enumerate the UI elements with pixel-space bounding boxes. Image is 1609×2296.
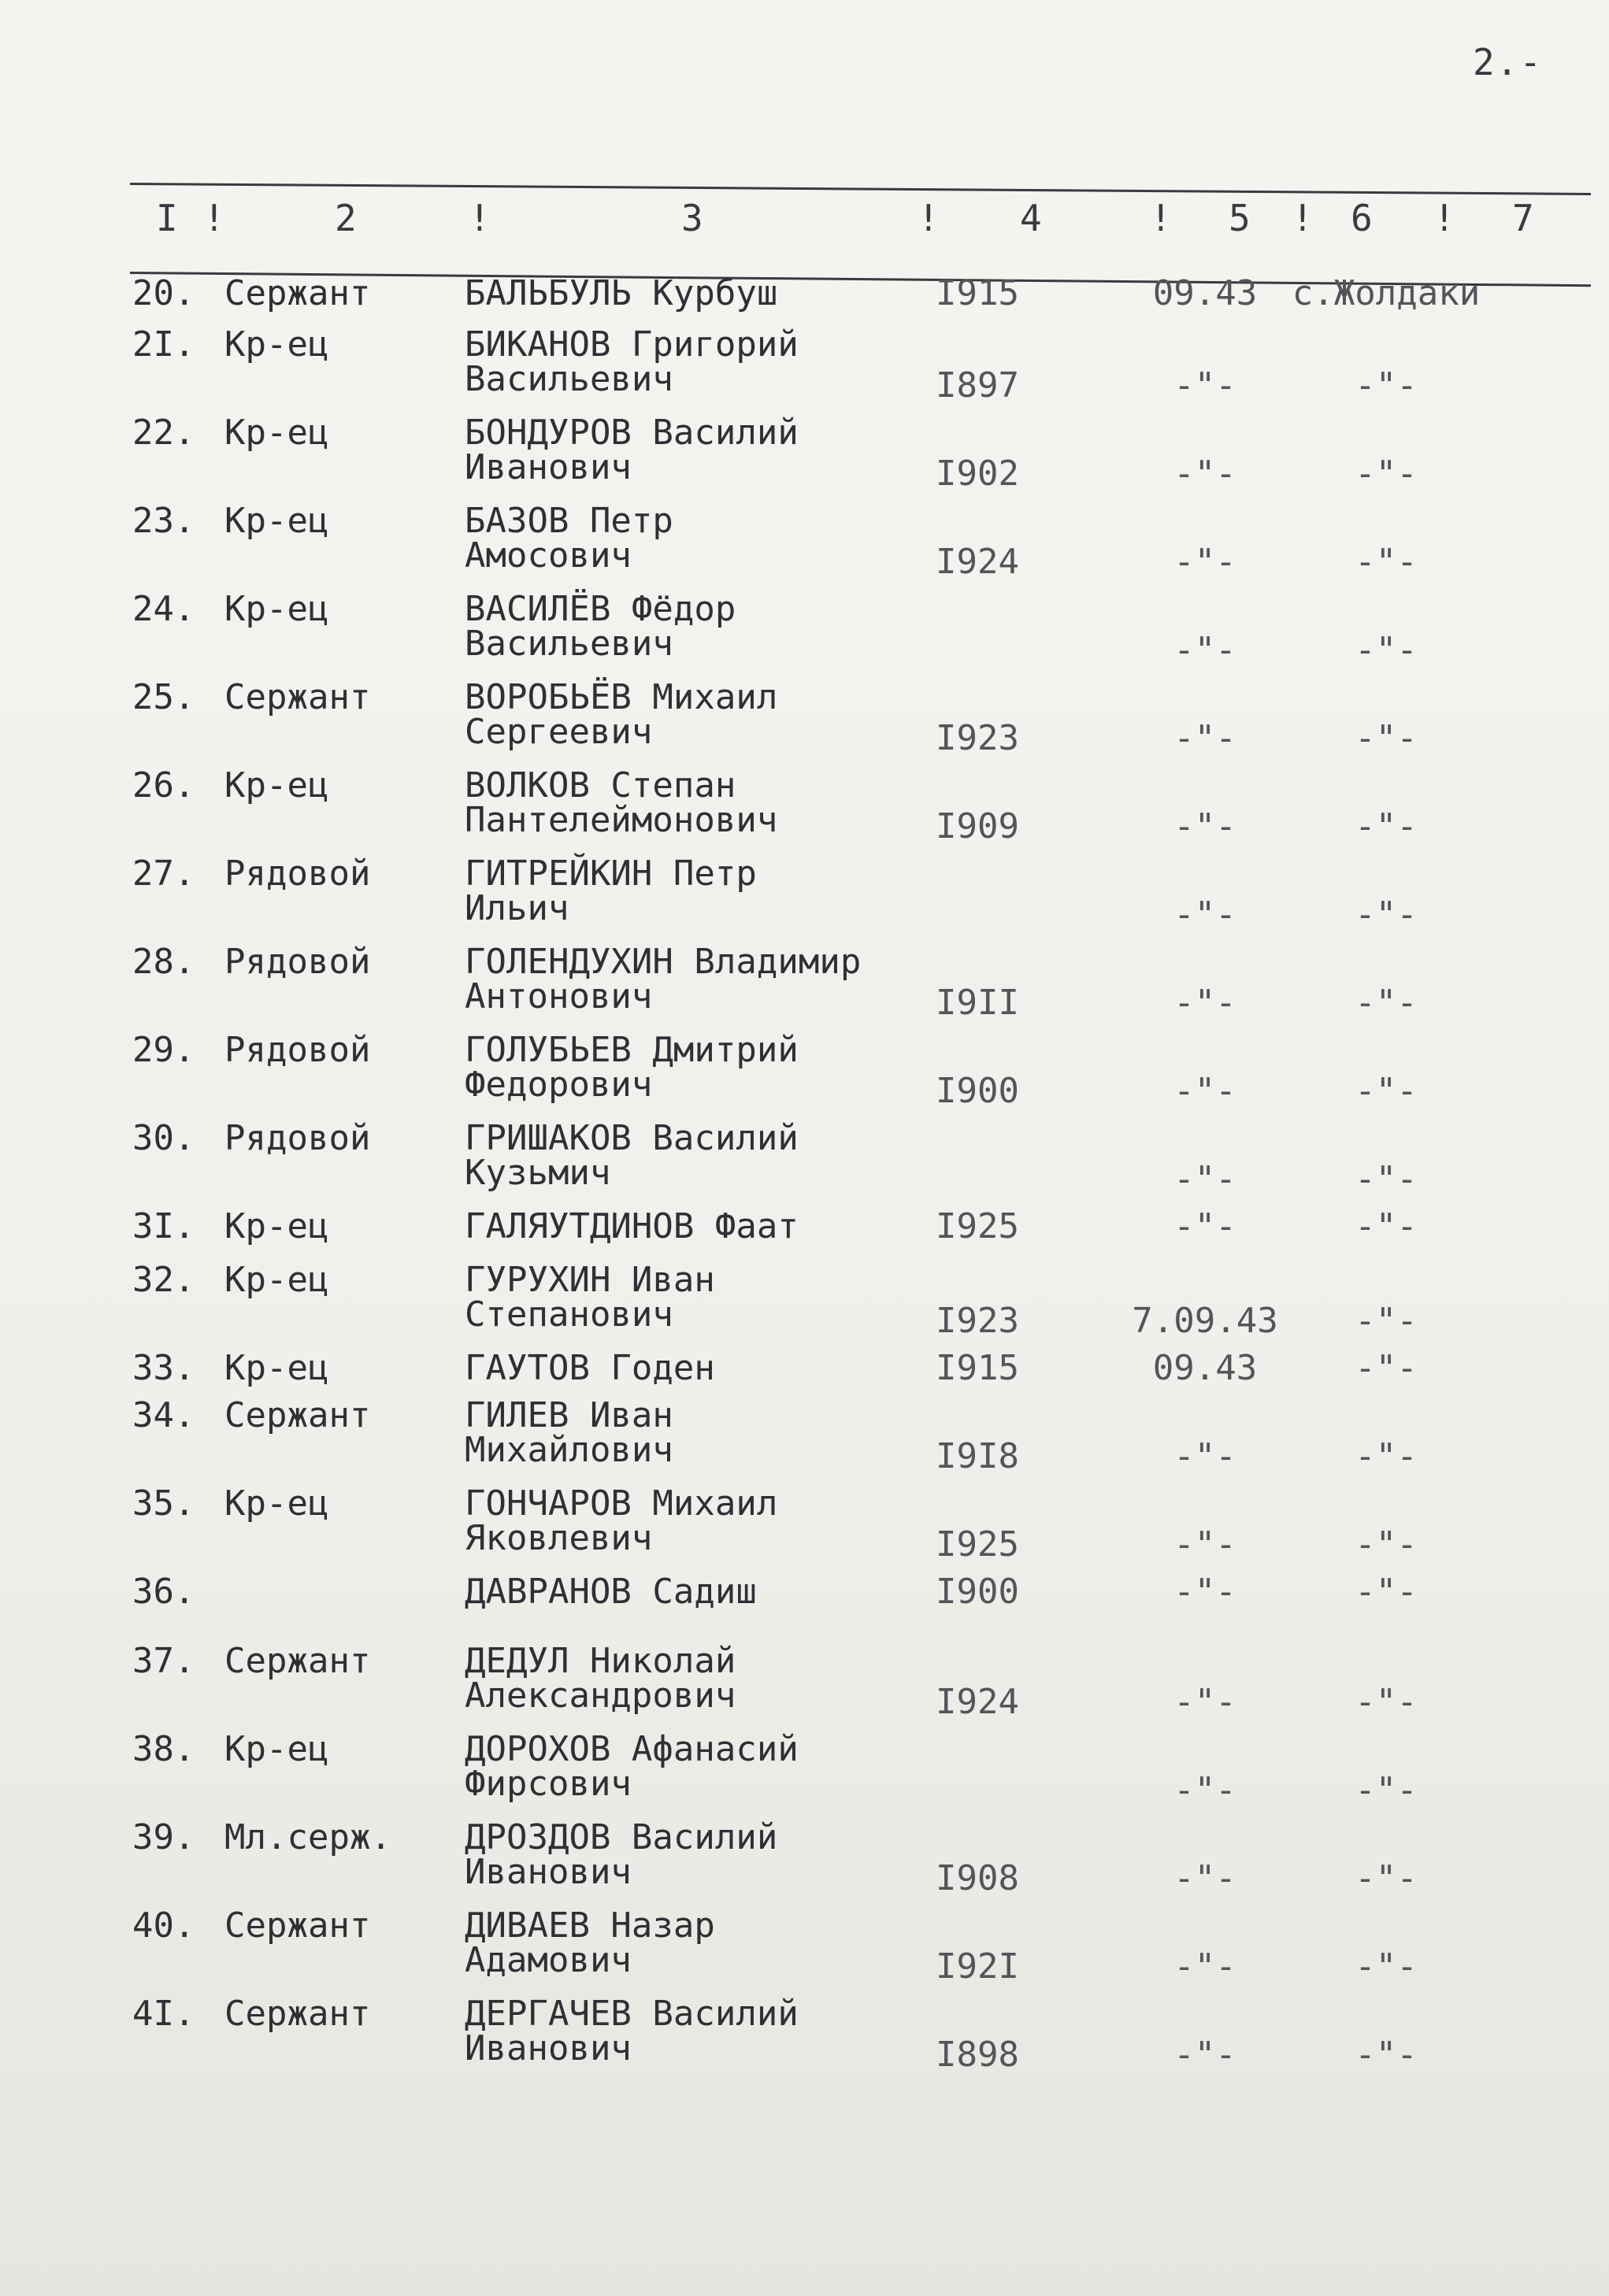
- table-row: [0, 1258, 1609, 1346]
- place: -"-: [1355, 1301, 1418, 1341]
- surname-name: БАЛЬБУЛЬ Курбуш: [465, 273, 778, 313]
- place: -"-: [1355, 1946, 1418, 1987]
- row-number: 22.: [132, 413, 195, 453]
- column-header-1: I: [156, 197, 178, 239]
- surname-name: ГРИШАКОВ Василий: [465, 1118, 799, 1158]
- place: -"-: [1355, 1524, 1418, 1565]
- column-separator: !: [1150, 197, 1172, 239]
- row-number: 20.: [132, 273, 195, 313]
- date: -"-: [1173, 1206, 1236, 1246]
- place: -"-: [1355, 1770, 1418, 1810]
- table-row: [0, 1992, 1609, 2080]
- birth-year: I900: [936, 1572, 1019, 1612]
- rank: Кр-ец: [224, 1483, 329, 1524]
- rank: Рядовой: [224, 942, 371, 982]
- birth-year: I915: [936, 1348, 1019, 1388]
- date: -"-: [1173, 1946, 1236, 1987]
- column-header-3: 3: [681, 197, 703, 239]
- place: с.Жолдаки: [1292, 273, 1481, 313]
- table-row: [0, 587, 1609, 676]
- date: -"-: [1173, 1436, 1236, 1476]
- column-separator: !: [1433, 197, 1455, 239]
- page-number: 2.-: [1473, 41, 1544, 83]
- surname-name: ГОЛЕНДУХИН Владимир: [465, 942, 862, 982]
- rank: Мл.серж.: [224, 1817, 391, 1857]
- birth-year: I923: [936, 1301, 1019, 1341]
- patronymic: Михайлович: [465, 1430, 673, 1470]
- row-number: 38.: [132, 1729, 195, 1769]
- rank: Кр-ец: [224, 1260, 329, 1300]
- surname-name: ДИВАЕВ Назар: [465, 1905, 715, 1946]
- patronymic: Иванович: [465, 447, 632, 487]
- date: -"-: [1173, 1770, 1236, 1810]
- table-row: [0, 1028, 1609, 1117]
- row-number: 25.: [132, 677, 195, 717]
- patronymic: Антонович: [465, 976, 653, 1017]
- birth-year: I900: [936, 1071, 1019, 1111]
- row-number: 29.: [132, 1030, 195, 1070]
- row-number: 36.: [132, 1572, 195, 1612]
- table-row: [0, 411, 1609, 499]
- surname-name: ВОРОБЬЁВ Михаил: [465, 677, 778, 717]
- patronymic: Иванович: [465, 1852, 632, 1892]
- surname-name: ДРОЗДОВ Василий: [465, 1817, 778, 1857]
- date: -"-: [1173, 630, 1236, 670]
- birth-year: I9I8: [936, 1436, 1019, 1476]
- birth-year: I92I: [936, 1946, 1019, 1987]
- patronymic: Степанович: [465, 1294, 673, 1335]
- place: -"-: [1355, 1572, 1418, 1612]
- rank: Кр-ец: [224, 501, 329, 541]
- table-row: [0, 323, 1609, 411]
- date: -"-: [1173, 454, 1236, 494]
- table-row: [0, 676, 1609, 764]
- surname-name: ГУРУХИН Иван: [465, 1260, 715, 1300]
- column-header-7: 7: [1512, 197, 1534, 239]
- birth-year: I897: [936, 365, 1019, 406]
- place: -"-: [1355, 542, 1418, 582]
- date: -"-: [1173, 1858, 1236, 1898]
- place: -"-: [1355, 1348, 1418, 1388]
- patronymic: Адамович: [465, 1940, 632, 1980]
- date: -"-: [1173, 2035, 1236, 2075]
- row-number: 34.: [132, 1395, 195, 1435]
- row-number: 32.: [132, 1260, 195, 1300]
- surname-name: ГАЛЯУТДИНОВ Фаат: [465, 1206, 799, 1246]
- patronymic: Иванович: [465, 2028, 632, 2068]
- place: -"-: [1355, 1071, 1418, 1111]
- table-row: [0, 764, 1609, 852]
- place: -"-: [1355, 1436, 1418, 1476]
- rank: Рядовой: [224, 1118, 371, 1158]
- table-top-rule: [130, 183, 1591, 195]
- row-number: 35.: [132, 1483, 195, 1524]
- place: -"-: [1355, 983, 1418, 1023]
- rank: Рядовой: [224, 1030, 371, 1070]
- row-number: 23.: [132, 501, 195, 541]
- place: -"-: [1355, 1682, 1418, 1722]
- surname-name: БИКАНОВ Григорий: [465, 324, 799, 365]
- rank: Рядовой: [224, 854, 371, 894]
- patronymic: Фирсович: [465, 1764, 632, 1804]
- table-row: [0, 1117, 1609, 1205]
- date: 7.09.43: [1132, 1301, 1278, 1341]
- date: -"-: [1173, 718, 1236, 758]
- birth-year: I923: [936, 718, 1019, 758]
- place: -"-: [1355, 894, 1418, 935]
- table-row: [0, 1639, 1609, 1728]
- birth-year: I9II: [936, 983, 1019, 1023]
- rank: Сержант: [224, 677, 371, 717]
- rank: Кр-ец: [224, 1729, 329, 1769]
- date: 09.43: [1152, 1348, 1258, 1388]
- place: -"-: [1355, 806, 1418, 846]
- birth-year: I915: [936, 273, 1019, 313]
- birth-year: I908: [936, 1858, 1019, 1898]
- place: -"-: [1355, 718, 1418, 758]
- surname-name: ГИЛЕВ Иван: [465, 1395, 673, 1435]
- place: -"-: [1355, 630, 1418, 670]
- patronymic: Сергеевич: [465, 712, 653, 752]
- patronymic: Александрович: [465, 1676, 736, 1716]
- patronymic: Федорович: [465, 1065, 653, 1105]
- table-row: [0, 1816, 1609, 1904]
- surname-name: ДЕДУЛ Николай: [465, 1641, 736, 1681]
- column-separator: !: [203, 197, 225, 239]
- patronymic: Пантелеймонович: [465, 800, 778, 840]
- surname-name: ДАВРАНОВ Садиш: [465, 1572, 757, 1612]
- row-number: 3I.: [132, 1206, 195, 1246]
- rank: Сержант: [224, 1641, 371, 1681]
- rank: Сержант: [224, 273, 371, 313]
- row-number: 26.: [132, 765, 195, 805]
- table-row: [0, 940, 1609, 1028]
- surname-name: БАЗОВ Петр: [465, 501, 673, 541]
- place: -"-: [1355, 365, 1418, 406]
- birth-year: I925: [936, 1524, 1019, 1565]
- column-separator: !: [918, 197, 940, 239]
- place: -"-: [1355, 454, 1418, 494]
- surname-name: ГОНЧАРОВ Михаил: [465, 1483, 778, 1524]
- column-separator: !: [469, 197, 491, 239]
- place: -"-: [1355, 1159, 1418, 1199]
- table-row: [0, 852, 1609, 940]
- column-header-2: 2: [335, 197, 357, 239]
- patronymic: Яковлевич: [465, 1518, 653, 1558]
- place: -"-: [1355, 1858, 1418, 1898]
- patronymic: Васильевич: [465, 624, 673, 664]
- birth-year: I924: [936, 542, 1019, 582]
- date: -"-: [1173, 1071, 1236, 1111]
- surname-name: ВОЛКОВ Степан: [465, 765, 736, 805]
- surname-name: ГИТРЕЙКИН Петр: [465, 854, 757, 894]
- date: -"-: [1173, 806, 1236, 846]
- rank: Кр-ец: [224, 413, 329, 453]
- date: 09.43: [1152, 273, 1258, 313]
- rank: Кр-ец: [224, 765, 329, 805]
- surname-name: ДЕРГАЧЕВ Василий: [465, 1994, 799, 2034]
- place: -"-: [1355, 2035, 1418, 2075]
- rank: Сержант: [224, 1994, 371, 2034]
- patronymic: Васильевич: [465, 359, 673, 399]
- table-row: [0, 1904, 1609, 1992]
- row-number: 30.: [132, 1118, 195, 1158]
- patronymic: Кузьмич: [465, 1153, 611, 1193]
- column-header-6: 6: [1351, 197, 1373, 239]
- place: -"-: [1355, 1206, 1418, 1246]
- date: -"-: [1173, 542, 1236, 582]
- rank: Кр-ец: [224, 589, 329, 629]
- date: -"-: [1173, 1524, 1236, 1565]
- table-row: [0, 1482, 1609, 1570]
- rank: Кр-ец: [224, 1348, 329, 1388]
- surname-name: ГАУТОВ Годен: [465, 1348, 715, 1388]
- date: -"-: [1173, 365, 1236, 406]
- table-row: [0, 1394, 1609, 1482]
- surname-name: ВАСИЛЁВ Фёдор: [465, 589, 736, 629]
- row-number: 27.: [132, 854, 195, 894]
- row-number: 40.: [132, 1905, 195, 1946]
- patronymic: Ильич: [465, 888, 569, 928]
- birth-year: I898: [936, 2035, 1019, 2075]
- rank: Кр-ец: [224, 324, 329, 365]
- birth-year: I924: [936, 1682, 1019, 1722]
- table-row: [0, 1728, 1609, 1816]
- patronymic: Амосович: [465, 535, 632, 576]
- row-number: 33.: [132, 1348, 195, 1388]
- date: -"-: [1173, 894, 1236, 935]
- rank: Кр-ец: [224, 1206, 329, 1246]
- birth-year: I902: [936, 454, 1019, 494]
- surname-name: БОНДУРОВ Василий: [465, 413, 799, 453]
- date: -"-: [1173, 983, 1236, 1023]
- date: -"-: [1173, 1572, 1236, 1612]
- row-number: 4I.: [132, 1994, 195, 2034]
- surname-name: ГОЛУБЬЕВ Дмитрий: [465, 1030, 799, 1070]
- rank: Сержант: [224, 1905, 371, 1946]
- row-number: 37.: [132, 1641, 195, 1681]
- row-number: 28.: [132, 942, 195, 982]
- rank: Сержант: [224, 1395, 371, 1435]
- date: -"-: [1173, 1159, 1236, 1199]
- row-number: 39.: [132, 1817, 195, 1857]
- column-header-5: 5: [1229, 197, 1251, 239]
- date: -"-: [1173, 1682, 1236, 1722]
- table-row: [0, 499, 1609, 587]
- column-separator: !: [1292, 197, 1314, 239]
- birth-year: I925: [936, 1206, 1019, 1246]
- surname-name: ДОРОХОВ Афанасий: [465, 1729, 799, 1769]
- row-number: 24.: [132, 589, 195, 629]
- column-header-4: 4: [1020, 197, 1042, 239]
- birth-year: I909: [936, 806, 1019, 846]
- row-number: 2I.: [132, 324, 195, 365]
